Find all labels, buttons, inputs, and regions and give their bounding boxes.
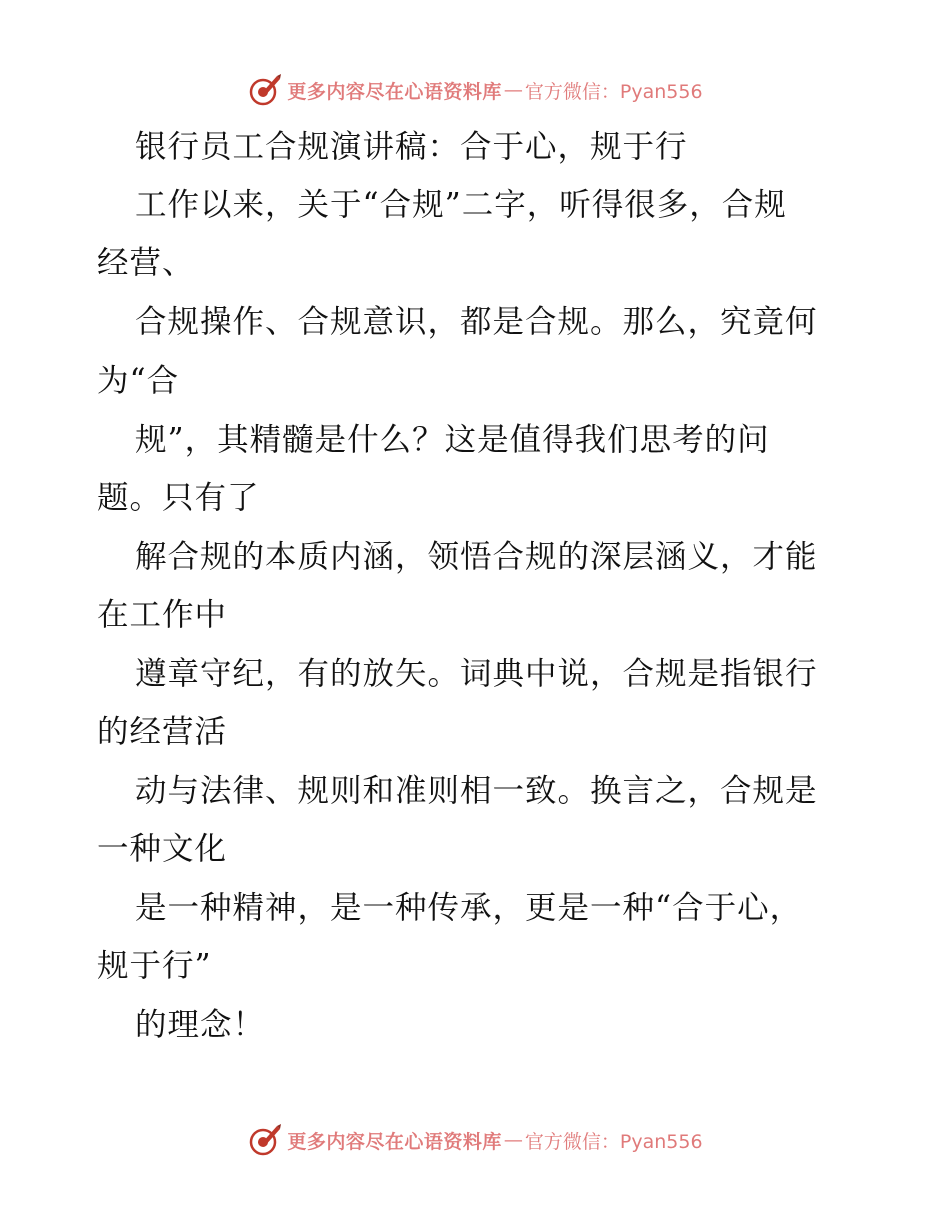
pen-logo-icon <box>247 1122 283 1158</box>
pen-logo-icon <box>247 72 283 108</box>
banner-wechat: 官方微信：Pyan556 <box>524 1130 703 1153</box>
footer-banner <box>0 1120 950 1160</box>
banner-dash: — <box>503 79 523 101</box>
document-title: 银行员工合规演讲稿：合于心，规于行 <box>135 129 688 165</box>
text-line: 题。只有了 <box>97 480 260 516</box>
text-line: 的经营活 <box>97 714 228 750</box>
text-line: 遵章守纪，有的放矢。词典中说，合规是指银行 <box>135 656 818 692</box>
text-line: 的理念！ <box>135 1007 266 1043</box>
text-line: 经营、 <box>97 245 195 281</box>
text-line: 在工作中 <box>97 597 228 633</box>
text-line: 工作以来，关于“合规”二字，听得很多，合规 <box>135 187 787 223</box>
text-line: 解合规的本质内涵，领悟合规的深层涵义，才能 <box>135 539 818 575</box>
text-line: 动与法律、规则和准则相一致。换言之，合规是 <box>135 773 818 809</box>
banner-wechat: 官方微信：Pyan556 <box>524 80 703 103</box>
text-line: 合规操作、合规意识，都是合规。那么，究竟何 <box>135 304 818 340</box>
text-line: 是一种精神，是一种传承，更是一种“合于心， <box>135 890 803 926</box>
text-line: 规”，其精髓是什么？这是值得我们思考的问 <box>135 422 770 458</box>
header-banner <box>0 70 950 110</box>
banner-title: 更多内容尽在心语资料库 <box>287 1130 502 1153</box>
banner-dash: — <box>503 1129 523 1151</box>
text-line: 为“合 <box>97 363 180 399</box>
text-line: 一种文化 <box>97 831 228 867</box>
banner-title: 更多内容尽在心语资料库 <box>287 80 502 103</box>
text-line: 规于行” <box>97 948 212 984</box>
